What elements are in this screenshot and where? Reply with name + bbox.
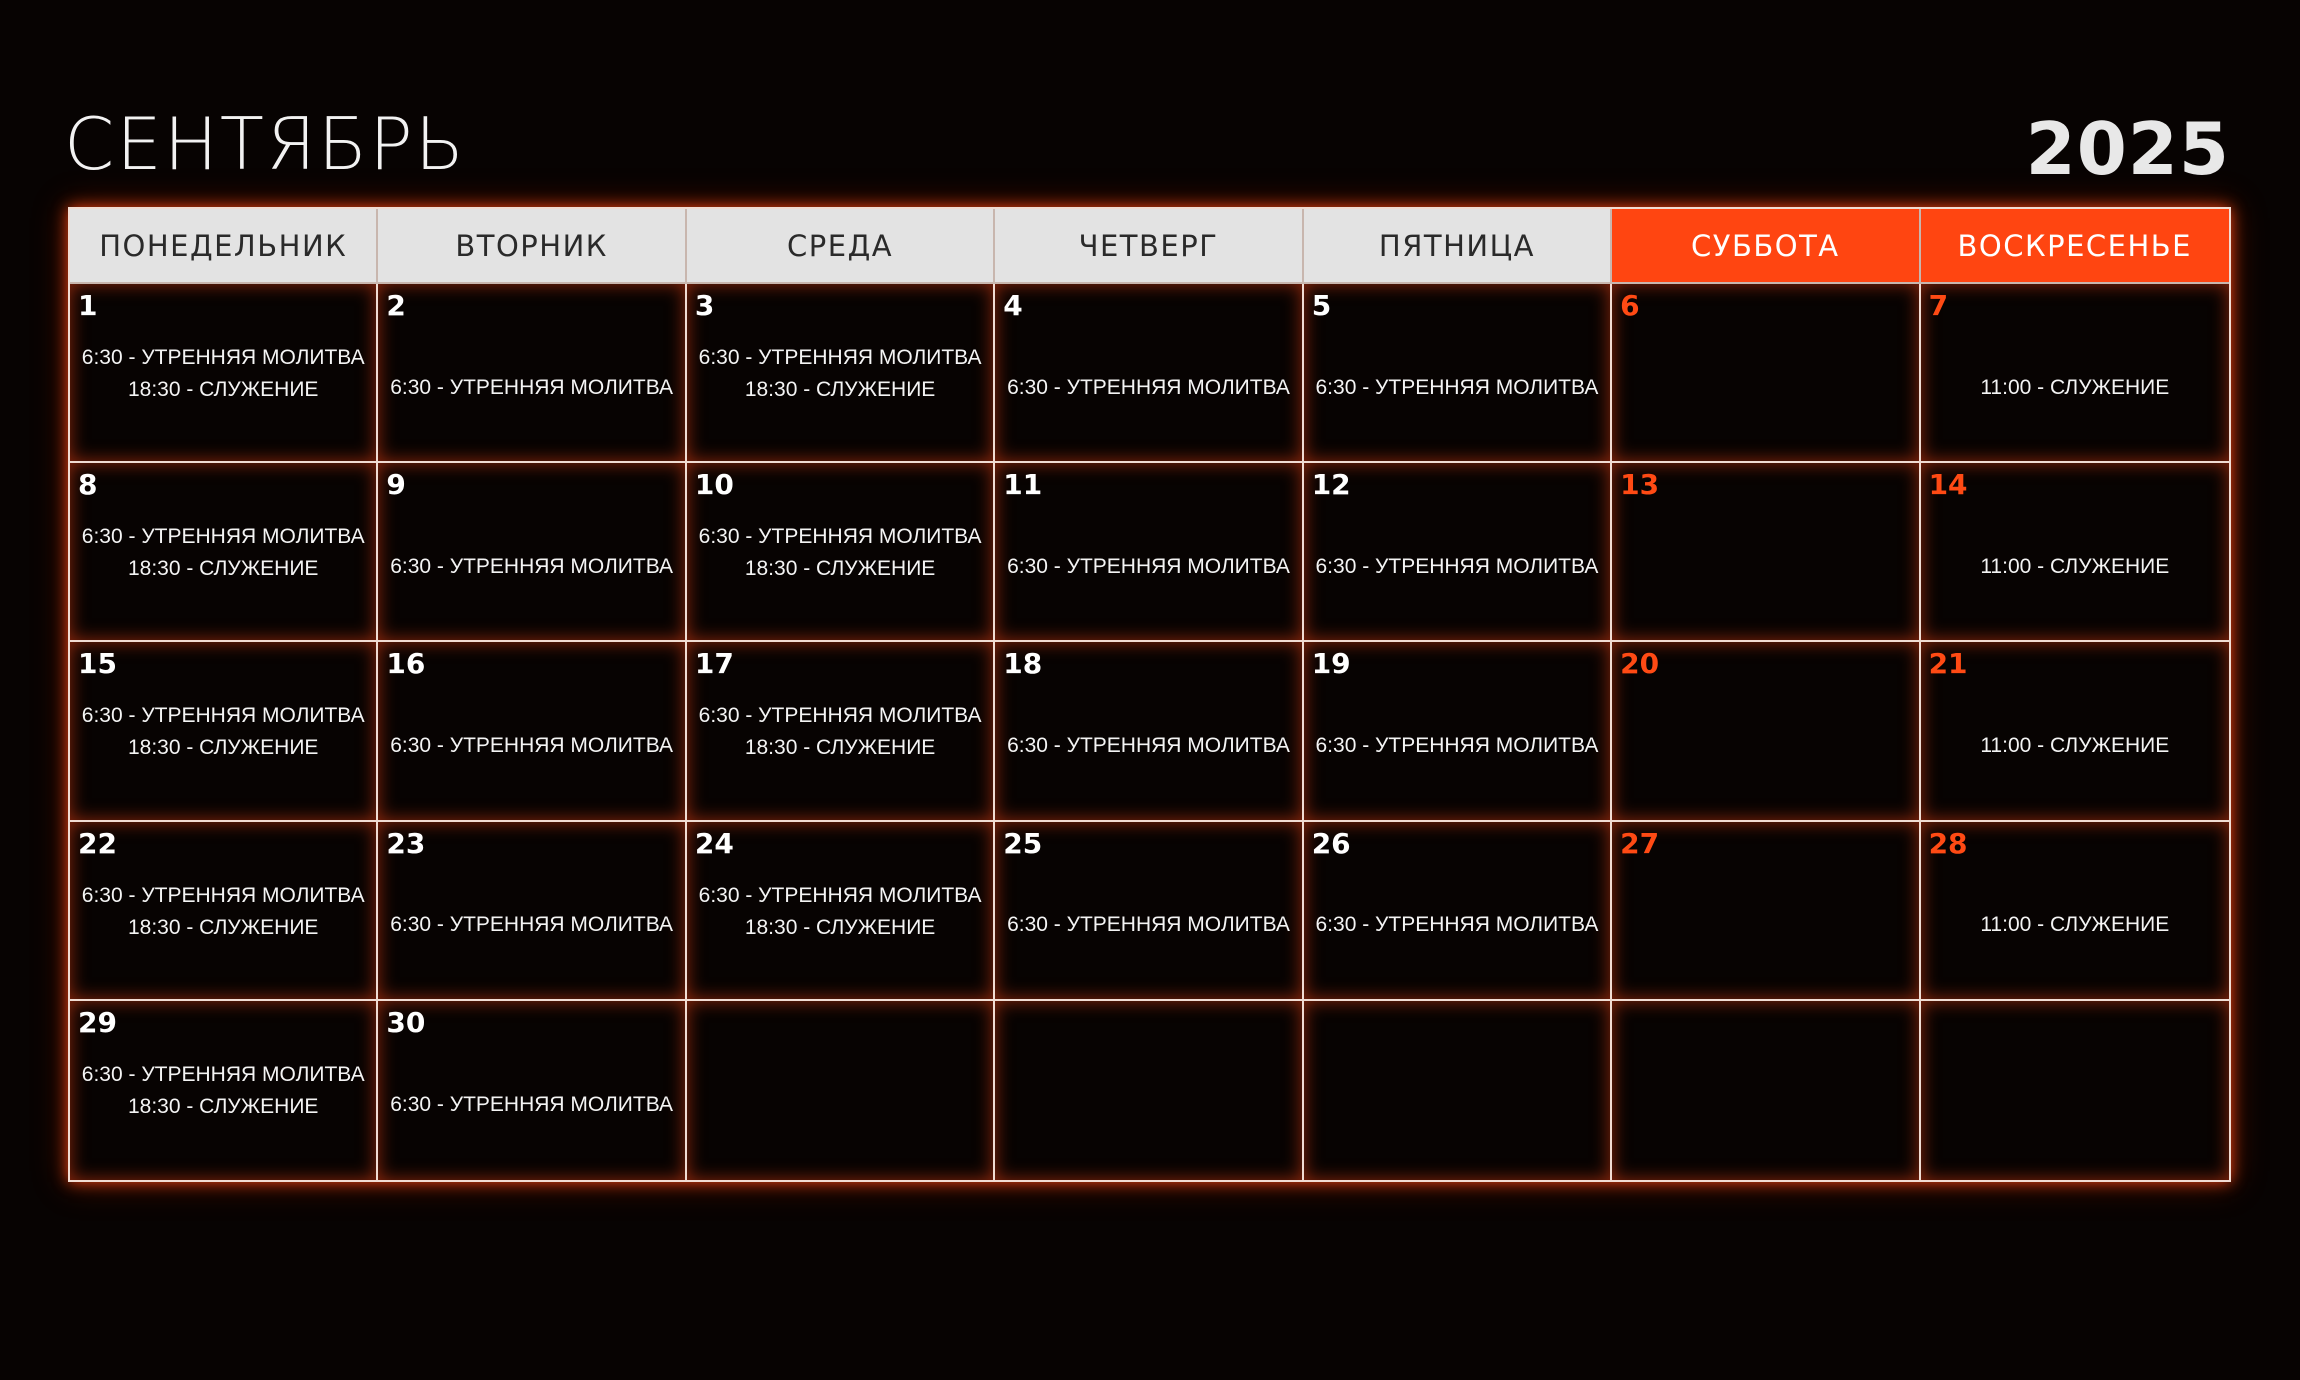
calendar-grid [68,207,2231,1182]
day-cell [1921,822,2229,1001]
day-cell [1304,284,1612,463]
day-number: 6 [1620,289,1640,322]
day-cell [995,822,1303,1001]
month-title: СЕНТЯБРЬ [64,102,467,186]
event-list [1921,682,2229,809]
day-number: 30 [386,1005,426,1039]
day-number: 9 [386,468,406,502]
day-number: 12 [1311,468,1351,502]
event-item: 6:30 - УТРЕННЯЯ МОЛИТВА [81,704,365,728]
weekday-header: ЧЕТВЕРГ [995,209,1303,284]
event-item: 6:30 - УТРЕННЯЯ МОЛИТВА [81,1062,365,1086]
empty-day-cell [687,1001,995,1180]
event-item: 18:30 - СЛУЖЕНИЕ [744,915,936,939]
event-list [995,324,1301,451]
event-item: 18:30 - СЛУЖЕНИЕ [127,736,319,760]
event-list [687,342,993,451]
day-cell [1612,822,1920,1001]
day-number: 16 [386,647,426,681]
event-list [70,1059,376,1170]
event-list [378,324,684,451]
event-item: 6:30 - УТРЕННЯЯ МОЛИТВА [1007,554,1290,578]
event-list [1304,682,1610,809]
day-cell [70,822,378,1001]
day-number: 28 [1928,826,1968,860]
day-number: 24 [694,826,734,860]
day-number: 20 [1620,647,1660,681]
event-item: 6:30 - УТРЕННЯЯ МОЛИТВА [390,1093,674,1117]
event-item: 18:30 - СЛУЖЕНИЕ [744,378,936,401]
empty-day-cell [1304,1001,1612,1180]
day-number: 18 [1003,647,1043,681]
day-cell [995,463,1303,642]
day-cell [687,284,995,463]
event-list [1921,503,2229,630]
weekday-header: ПОНЕДЕЛЬНИК [70,209,378,284]
day-number: 11 [1003,468,1043,502]
event-list [70,342,376,451]
event-list [70,521,376,630]
event-item: 18:30 - СЛУЖЕНИЕ [127,557,319,581]
event-item: 6:30 - УТРЕННЯЯ МОЛИТВА [698,704,982,728]
day-number: 2 [386,289,406,322]
event-list [1921,324,2229,451]
event-list [378,862,684,989]
day-number: 26 [1311,826,1351,860]
day-cell [70,1001,378,1180]
event-item: 6:30 - УТРЕННЯЯ МОЛИТВА [698,346,982,369]
day-cell [378,1001,686,1180]
day-number: 3 [694,289,715,322]
day-cell [687,642,995,821]
event-item: 6:30 - УТРЕННЯЯ МОЛИТВА [1315,913,1599,937]
empty-day-cell [995,1001,1303,1180]
day-cell [70,463,378,642]
day-cell [70,284,378,463]
day-number: 8 [78,468,98,502]
event-item: 11:00 - СЛУЖЕНИЕ [1980,733,2170,757]
day-cell [378,642,686,821]
event-item: 6:30 - УТРЕННЯЯ МОЛИТВА [390,375,674,399]
event-item: 6:30 - УТРЕННЯЯ МОЛИТВА [81,883,365,907]
weekday-header: ПЯТНИЦА [1304,209,1612,284]
event-item: 6:30 - УТРЕННЯЯ МОЛИТВА [1007,375,1290,399]
event-item: 6:30 - УТРЕННЯЯ МОЛИТВА [1315,554,1599,578]
weekday-header: СРЕДА [687,209,995,284]
event-item: 6:30 - УТРЕННЯЯ МОЛИТВА [1315,375,1599,399]
day-number: 7 [1928,289,1949,322]
event-list [1304,324,1610,451]
event-list [378,682,684,809]
event-item: 18:30 - СЛУЖЕНИЕ [127,1094,319,1118]
year-title: 2025 [2025,107,2230,191]
event-item: 6:30 - УТРЕННЯЯ МОЛИТВА [81,346,365,369]
event-item: 6:30 - УТРЕННЯЯ МОЛИТВА [390,913,674,937]
event-list [70,700,376,809]
empty-day-cell [1612,1001,1920,1180]
empty-day-cell [1921,1001,2229,1180]
event-item: 11:00 - СЛУЖЕНИЕ [1980,554,2170,578]
event-list [1304,503,1610,630]
event-item: 18:30 - СЛУЖЕНИЕ [127,378,319,401]
event-item: 6:30 - УТРЕННЯЯ МОЛИТВА [698,525,982,549]
event-list [995,503,1301,630]
event-list [687,700,993,809]
day-number: 14 [1928,468,1968,502]
day-number: 25 [1003,826,1043,860]
weekday-header: ВОСКРЕСЕНЬЕ [1921,209,2229,284]
event-item: 6:30 - УТРЕННЯЯ МОЛИТВА [390,554,674,578]
day-number: 10 [694,468,734,502]
day-cell [70,642,378,821]
day-cell [1304,822,1612,1001]
event-list [1304,862,1610,989]
day-number: 13 [1620,468,1660,502]
event-item: 6:30 - УТРЕННЯЯ МОЛИТВА [1007,913,1290,937]
day-number: 23 [386,826,426,860]
event-list [995,682,1301,809]
event-item: 6:30 - УТРЕННЯЯ МОЛИТВА [698,883,982,907]
day-cell [1921,463,2229,642]
day-number: 27 [1620,826,1660,860]
day-cell [1612,284,1920,463]
event-item: 6:30 - УТРЕННЯЯ МОЛИТВА [81,525,365,549]
day-cell [1304,642,1612,821]
event-list [995,862,1301,989]
day-cell [378,284,686,463]
day-cell [378,463,686,642]
event-list [378,503,684,630]
weekday-header: ВТОРНИК [378,209,686,284]
event-item: 11:00 - СЛУЖЕНИЕ [1980,375,2170,399]
day-cell [1612,642,1920,821]
day-number: 5 [1311,289,1332,322]
event-item: 18:30 - СЛУЖЕНИЕ [744,736,936,760]
day-number: 21 [1928,647,1968,681]
day-number: 4 [1003,289,1023,322]
day-number: 1 [78,289,98,322]
weekday-header: СУББОТА [1612,209,1920,284]
day-cell [995,642,1303,821]
day-number: 19 [1311,647,1351,681]
event-item: 6:30 - УТРЕННЯЯ МОЛИТВА [390,733,674,757]
event-list [378,1041,684,1170]
event-item: 18:30 - СЛУЖЕНИЕ [127,915,319,939]
day-cell [995,284,1303,463]
day-cell [378,822,686,1001]
event-item: 11:00 - СЛУЖЕНИЕ [1980,913,2170,937]
event-list [687,521,993,630]
day-cell [687,822,995,1001]
day-cell [1612,463,1920,642]
day-cell [1921,642,2229,821]
event-list [70,880,376,989]
day-number: 17 [694,647,734,681]
day-number: 29 [78,1005,117,1039]
day-cell [1921,284,2229,463]
day-cell [687,463,995,642]
event-item: 6:30 - УТРЕННЯЯ МОЛИТВА [1007,733,1290,757]
event-list [1921,862,2229,989]
day-cell [1304,463,1612,642]
day-number: 22 [78,826,117,860]
day-number: 15 [78,647,117,681]
event-item: 6:30 - УТРЕННЯЯ МОЛИТВА [1315,733,1599,757]
event-item: 18:30 - СЛУЖЕНИЕ [744,557,936,581]
event-list [687,880,993,989]
